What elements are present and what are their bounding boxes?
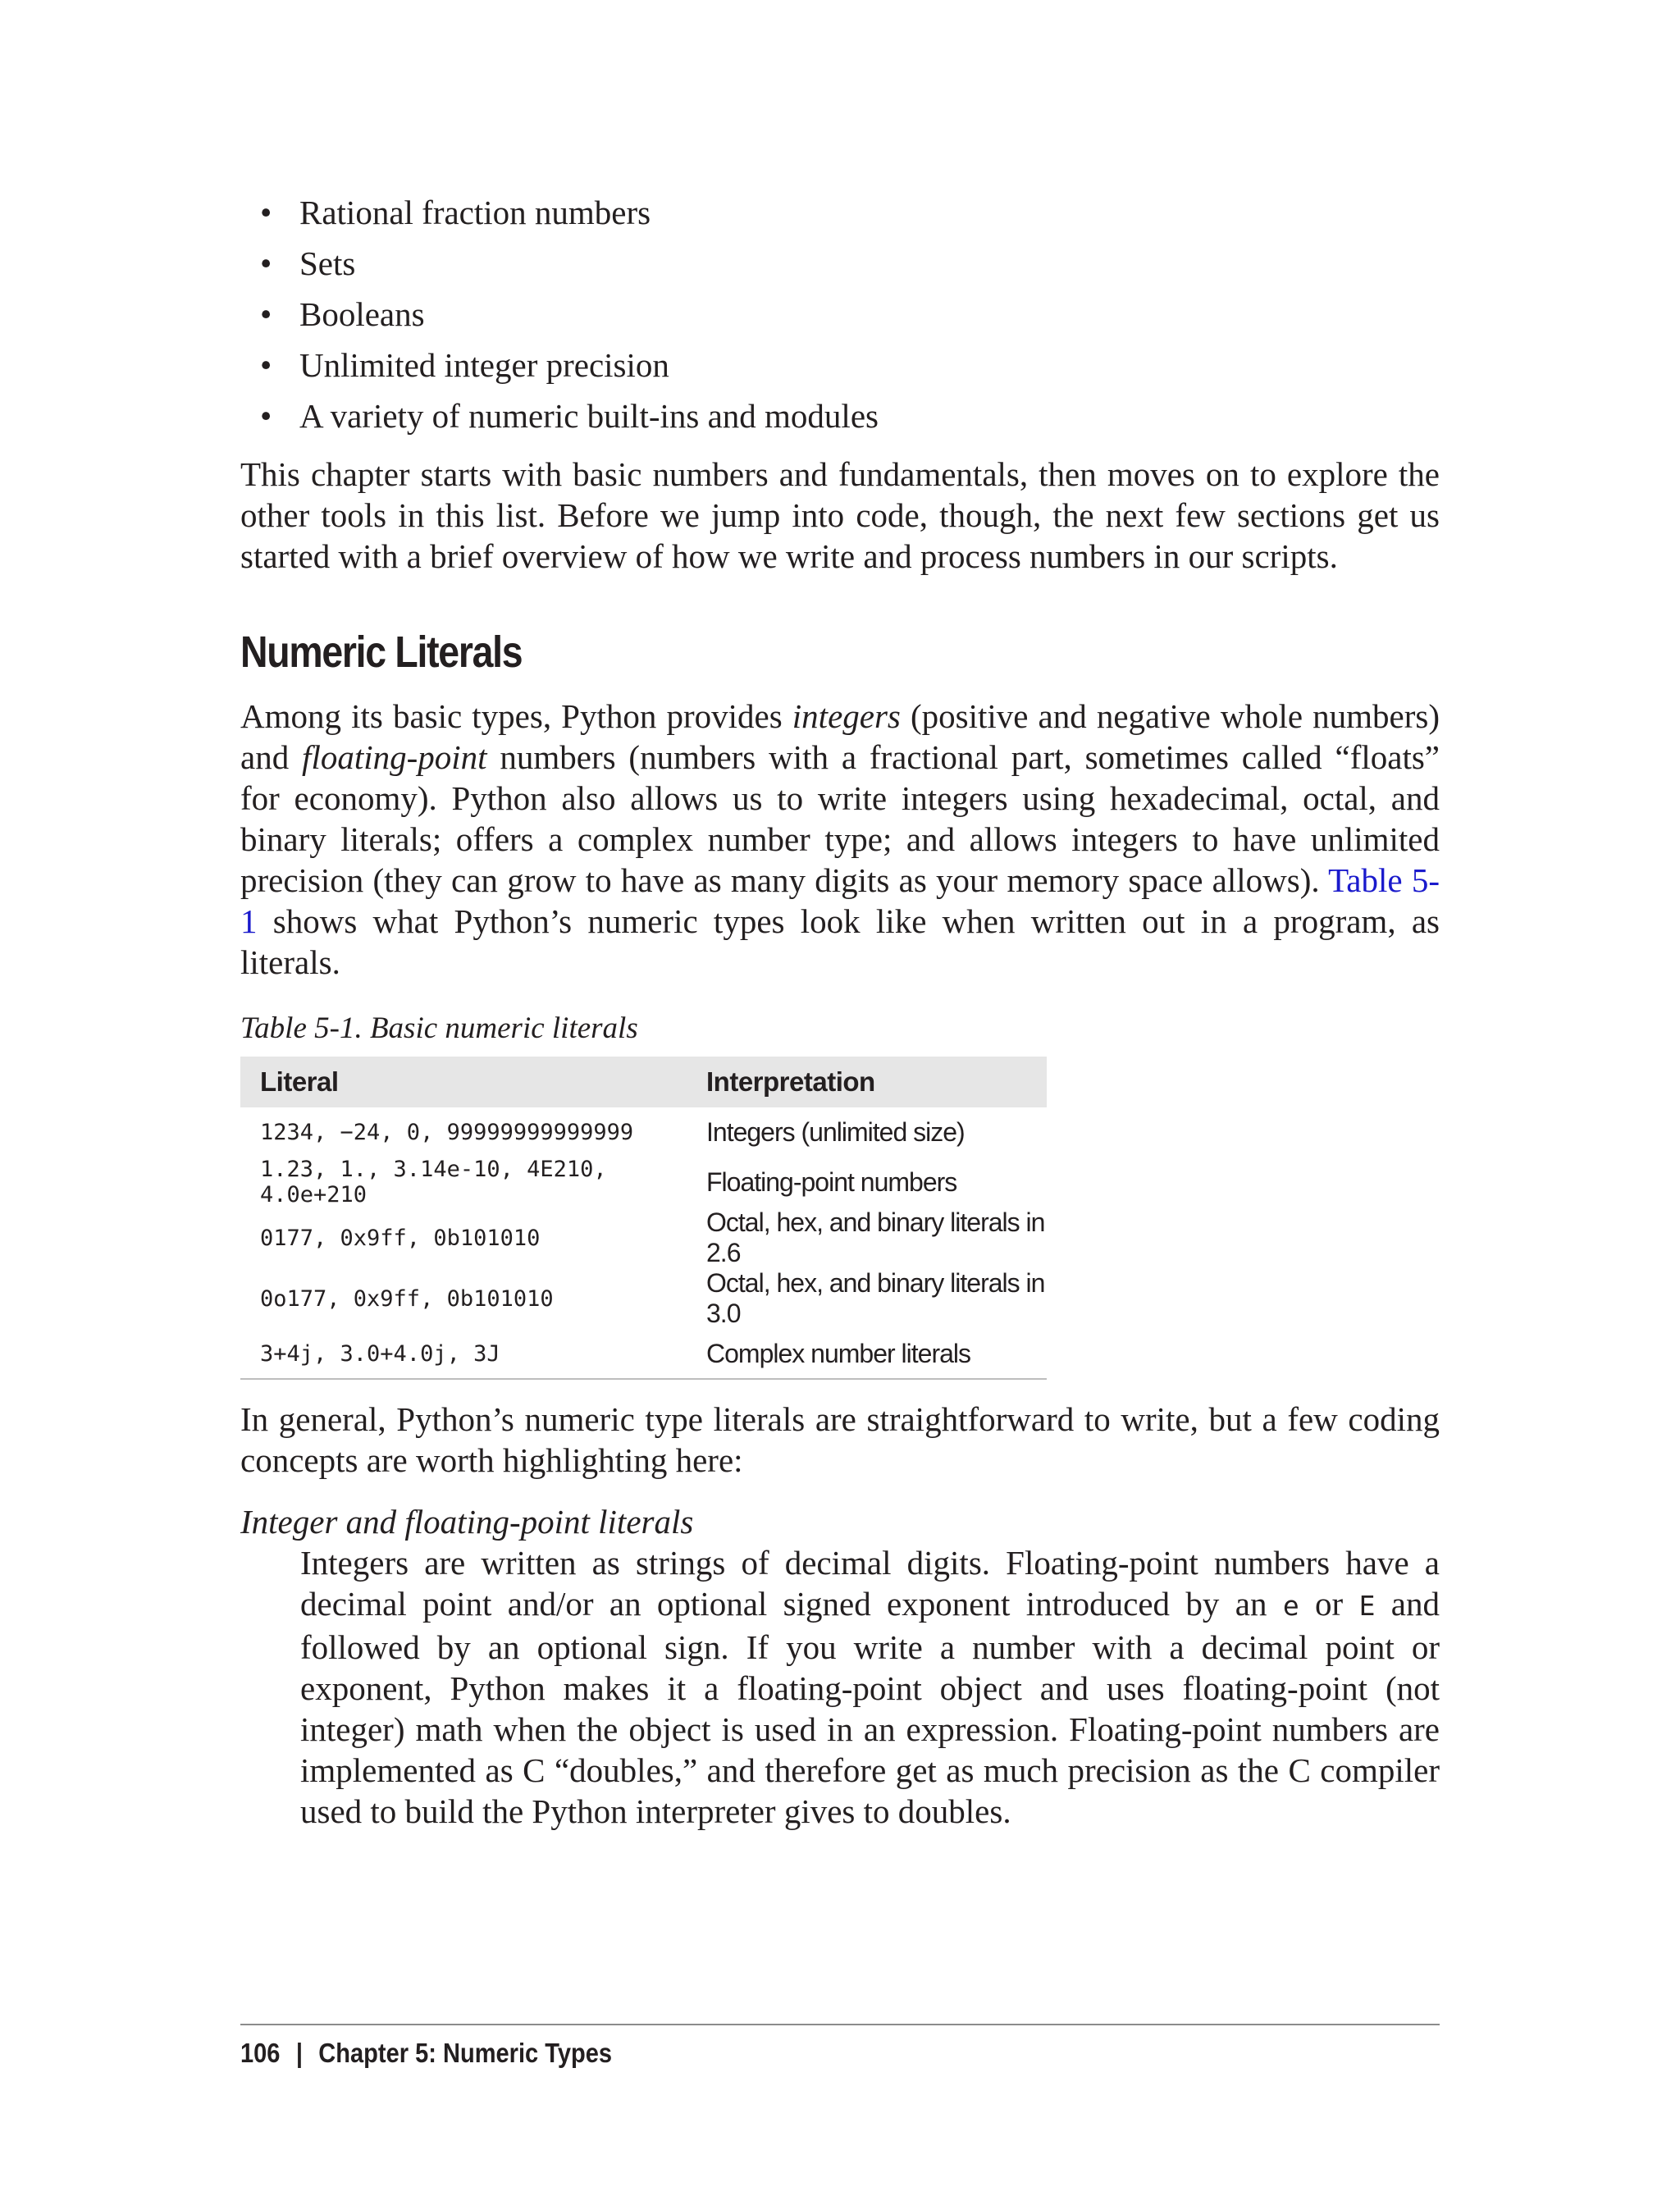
footer-divider bbox=[240, 2024, 1440, 2025]
literal-cell: 0177, 0x9ff, 0b101010 bbox=[260, 1225, 541, 1251]
table-row bbox=[240, 1107, 1047, 1157]
bullet-item: • Unlimited integer precision bbox=[240, 340, 879, 390]
interpretation-cell: Integers (unlimited size) bbox=[706, 1116, 965, 1147]
numeric-literals-table bbox=[240, 1057, 1047, 1380]
footer-separator: | bbox=[295, 2038, 303, 2068]
bullet-item: • Rational fraction numbers bbox=[240, 187, 879, 238]
table-caption: Table 5-1. Basic numeric literals bbox=[240, 1011, 638, 1045]
inline-code: E bbox=[1358, 1590, 1376, 1622]
chapter-title: Chapter 5: Numeric Types bbox=[318, 2038, 613, 2068]
intro-paragraph: This chapter starts with basic numbers and fundamentals, then moves on to explore the other tools in this list. Before we jump into code, though, the next few sections get us started with a brief overview of how we write and process numbers in our scripts. bbox=[240, 455, 1440, 575]
interpretation-cell: Floating-point numbers bbox=[706, 1166, 957, 1197]
bullet-dot-icon: • bbox=[260, 346, 272, 384]
interpretation-cell: Octal, hex, and binary literals in 3.0 bbox=[706, 1268, 1045, 1328]
table-row bbox=[240, 1329, 1047, 1379]
table-header-row bbox=[240, 1057, 1047, 1107]
table-row bbox=[240, 1268, 1047, 1329]
table-row bbox=[240, 1157, 1047, 1208]
literal-cell: 1.23, 1., 3.14e-10, 4E210, 4.0e+210 bbox=[260, 1157, 607, 1208]
bullet-dot-icon: • bbox=[260, 244, 272, 282]
column-header-literal: Literal bbox=[240, 1057, 687, 1107]
section-title: Numeric Literals bbox=[240, 628, 523, 677]
literal-cell: 1234, −24, 0, 99999999999999 bbox=[260, 1119, 634, 1145]
page-footer bbox=[240, 2034, 612, 2072]
bullet-item: • Sets bbox=[240, 238, 879, 289]
numeric-literals-paragraph: Among its basic types, Python provides integers (positive and negative whole numbers) and floating-point numbers (numbers with a fractional part, sometimes called “floats” for economy). Python also allows us to write integers using hexadecimal, octal, and binary literals; offers a complex number type; and allows integers to have unlimited precision (they can grow to have as many digits as your memory space allows). Table 5-1 shows what Python’s numeric types look like when written out in a program, as literals. bbox=[240, 697, 1440, 981]
bullet-dot-icon: • bbox=[260, 194, 272, 231]
definition-term: Integer and floating-point literals bbox=[240, 1503, 694, 1541]
page-number: 106 bbox=[240, 2038, 281, 2068]
literal-cell: 0o177, 0x9ff, 0b101010 bbox=[260, 1285, 554, 1312]
feature-bullet-list bbox=[240, 187, 879, 441]
inline-code: e bbox=[1282, 1590, 1299, 1622]
bullet-dot-icon: • bbox=[260, 295, 272, 333]
general-paragraph: In general, Python’s numeric type literals are straightforward to write, but a few coding concepts are worth highlighting here: bbox=[240, 1400, 1440, 1479]
definition-body: Integers are written as strings of decimal digits. Floating-point numbers have a decimal point and/or an optional signed exponent introduced by an e or E and followed by an optional sign. If you write a number with a decimal point or exponent, Python makes it a floating-point object and uses floating-point (not integer) math when the object is used in an expression. Floating-point numbers are implemented as C “doubles,” and therefore get as much precision as the C compiler used to build the Python interpreter gives to doubles. bbox=[300, 1544, 1440, 1830]
bullet-item: • A variety of numeric built-ins and modules bbox=[240, 390, 879, 441]
table-reference-link[interactable]: Table 5-1 bbox=[240, 861, 1440, 940]
table-row bbox=[240, 1208, 1047, 1268]
interpretation-cell: Octal, hex, and binary literals in 2.6 bbox=[706, 1208, 1045, 1267]
bullet-item: • Booleans bbox=[240, 289, 879, 340]
column-header-interpretation: Interpretation bbox=[687, 1057, 1047, 1107]
bullet-dot-icon: • bbox=[260, 397, 272, 435]
interpretation-cell: Complex number literals bbox=[687, 1329, 1047, 1379]
literal-cell: 3+4j, 3.0+4.0j, 3J bbox=[240, 1329, 687, 1379]
